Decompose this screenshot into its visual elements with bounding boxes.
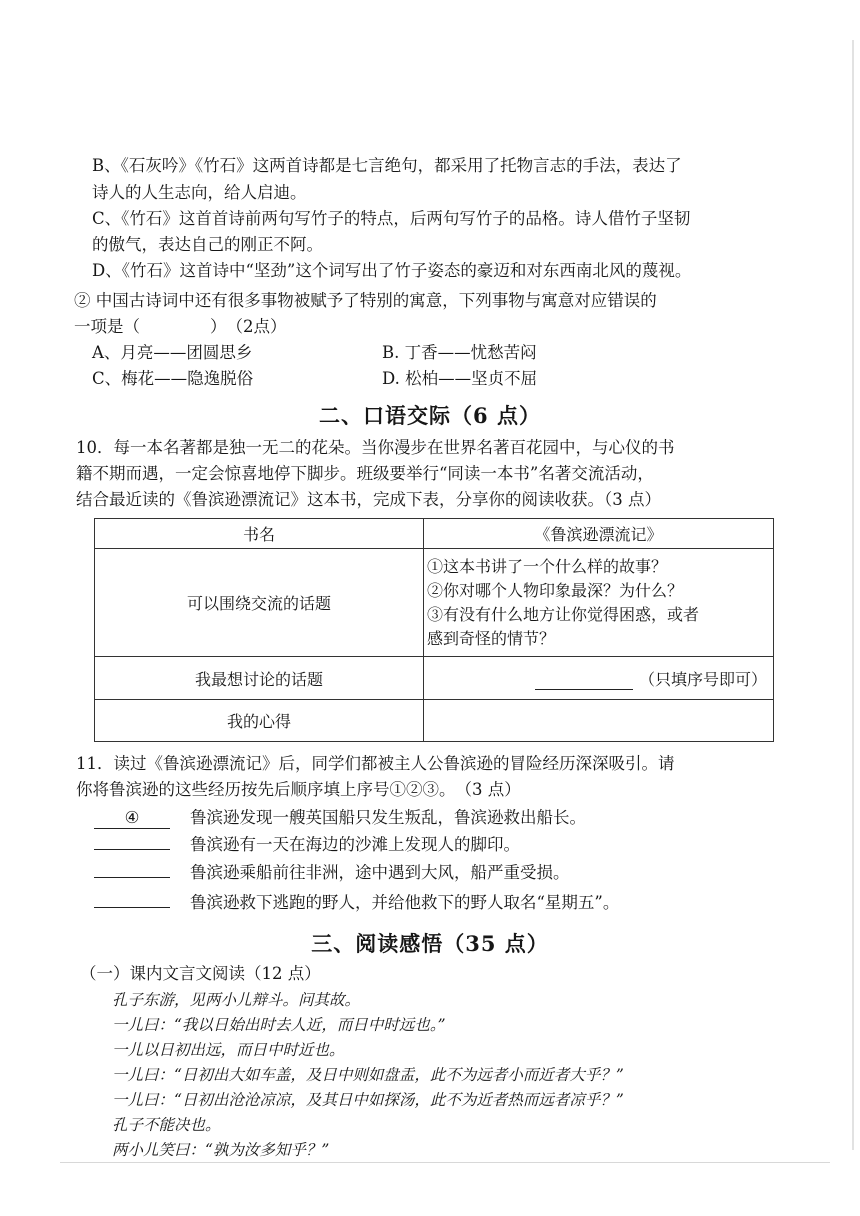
fill-hint: （只填序号即可） [638,669,767,689]
passage-line: 一儿曰：“我以日始出时去人近，而日中时远也。” [112,1016,446,1034]
header-value-cell: 《鲁滨逊漂流记》 [424,519,774,549]
topic-number-blank[interactable] [535,689,633,690]
option-d-line1: D、《竹石》这首诗中“坚劲”这个词写出了竹子姿态的豪迈和对东西南北风的蔑视。 [92,261,692,280]
order-item [94,862,570,884]
q10-line2: 籍不期而遇，一定会惊喜地停下脚步。班级要举行“同读一本书”名著交流活动， [76,464,654,483]
order-blank[interactable] [94,849,170,850]
scan-edge [852,40,854,1150]
q9-option-d: D. 松柏——坚贞不屈 [382,369,538,388]
subsection-title: （一）课内文言文阅读（12 点） [80,964,321,983]
order-item-text: 鲁滨逊有一天在海边的沙滩上发现人的脚印。 [190,835,520,854]
table-row [95,700,774,742]
reflection-cell[interactable] [424,700,774,742]
order-item [94,807,586,829]
order-item-text: 鲁滨逊发现一艘英国船只发生叛乱，鲁滨逊救出船长。 [190,808,586,827]
table-row [95,549,774,657]
passage-line: 两小儿笑曰：“孰为汝多知乎？” [112,1141,330,1159]
q9-option-c: C、梅花——隐逸脱俗 [92,369,254,388]
book-sharing-table [94,518,774,742]
topic-1: ①这本书讲了一个什么样的故事？ [427,556,668,576]
reflection-label-cell: 我的心得 [95,700,424,742]
order-item-text: 鲁滨逊乘船前往非洲，途中遇到大风，船严重受损。 [190,863,570,882]
order-blank[interactable]: ④ [94,808,170,829]
topic-3a: ③有没有什么地方让你觉得困惑，或者 [427,604,700,624]
topic-2: ②你对哪个人物印象最深？为什么？ [427,580,684,600]
stem-prefix: 一项是（ [74,317,140,336]
passage-line: 一儿曰：“日初出沧沧凉凉，及其日中如探汤，此不为近者热而远者凉乎？” [112,1091,624,1109]
passage-line: 一儿以日初出远，而日中时近也。 [112,1041,345,1059]
page-bottom-rule [60,1162,830,1163]
topic-3b: 感到奇怪的情节？ [427,628,556,648]
q9-part2-stem-line2 [74,316,287,338]
header-label-cell: 书名 [95,519,424,549]
q10-line3: 结合最近读的《鲁滨逊漂流记》这本书，完成下表，分享你的阅读收获。（3 点） [76,490,661,509]
stem-suffix: ） （2点） [210,317,287,336]
table-row [95,519,774,549]
q9-option-b: B. 丁香——忧愁苦闷 [382,343,537,362]
order-item [94,834,520,856]
table-row [95,657,774,700]
option-b-line2: 诗人的人生志向，给人启迪。 [92,183,307,202]
order-blank[interactable] [94,877,170,878]
section3-heading: 三、阅读感悟（35 点） [311,931,549,956]
q10-line1: 10．每一本名著都是独一无二的花朵。当你漫步在世界名著百花园中，与心仪的书 [76,438,675,457]
option-c-line1: C、《竹石》这首首诗前两句写竹子的特点，后两句写竹子的品格。诗人借竹子坚韧 [92,209,691,228]
q11-line2: 你将鲁滨逊的这些经历按先后顺序填上序号①②③。 （3 点） [76,780,521,799]
section2-heading: 二、口语交际（6 点） [319,403,541,428]
q9-option-a: A、月亮——团圆思乡 [92,343,253,362]
passage-line: 一儿曰：“日初出大如车盖，及日中则如盘盂，此不为远者小而近者大乎？” [112,1066,624,1084]
order-item-text: 鲁滨逊救下逃跑的野人，并给他救下的野人取名“星期五”。 [190,893,620,912]
order-blank[interactable] [94,907,170,908]
favorite-topic-cell[interactable] [424,657,774,700]
topics-cell [424,549,774,657]
q11-line1: 11．读过《鲁滨逊漂流记》后，同学们都被主人公鲁滨逊的冒险经历深深吸引。请 [76,754,675,773]
passage-line: 孔子东游，见两小儿辩斗。问其故。 [112,991,361,1009]
q9-part2-stem-line1: ② 中国古诗词中还有很多事物被赋予了特别的寓意，下列事物与寓意对应错误的 [74,291,657,310]
order-item [94,892,619,914]
favorite-topic-label-cell: 我最想讨论的话题 [95,657,424,700]
topics-label-cell: 可以围绕交流的话题 [95,549,424,657]
option-b-line1: B、《石灰吟》《竹石》这两首诗都是七言绝句，都采用了托物言志的手法，表达了 [92,156,682,175]
option-c-line2: 的傲气，表达自己的刚正不阿。 [92,235,323,254]
passage-line: 孔子不能决也。 [112,1116,221,1134]
